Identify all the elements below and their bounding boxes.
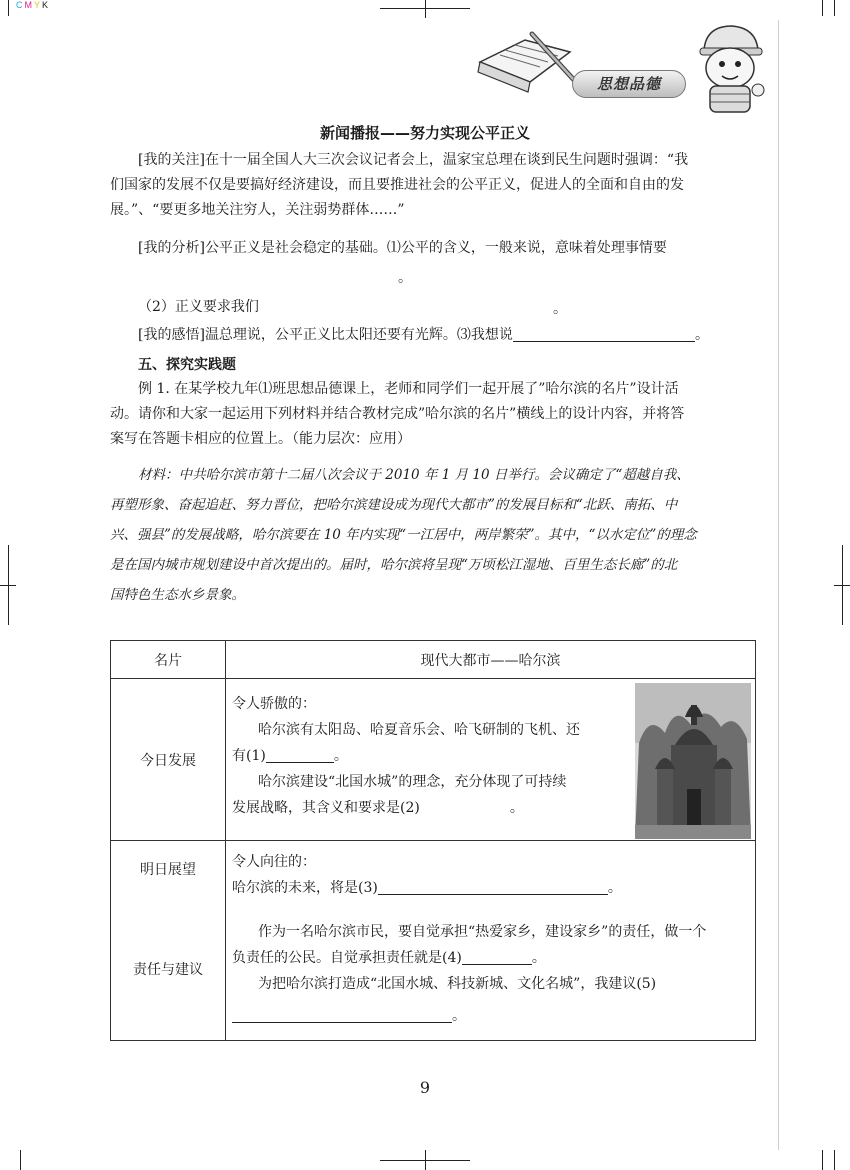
crop-mark xyxy=(834,585,850,586)
focus-line-3: 展。”、“要更多地关注穷人，关注弱势群体……” xyxy=(110,202,405,218)
feel-tag: [我的感悟] xyxy=(138,327,205,343)
row-label-future: 明日展望 xyxy=(140,862,196,878)
focus-tag: [我的关注] xyxy=(138,152,205,168)
analysis-line: [我的分析]公平正义是社会稳定的基础。⑴公平的含义，一般来说，意味着处理事情要 xyxy=(138,240,667,256)
answer-blank[interactable] xyxy=(513,325,695,342)
focus-line-2: 们国家的发展不仅是要搞好经济建设，而且要推进社会的公平正义，促进人的全面和自由的发 xyxy=(110,177,684,193)
page-number: 9 xyxy=(419,1078,431,1097)
answer-blank[interactable] xyxy=(462,948,532,965)
example-paragraph: 例 1. 在某学校九年⑴班思想品德课上，老师和同学们一起开展了”哈尔滨的名片”设计活 动。请你和大家一起运用下列材料并结合教材完成”哈尔滨的名片”横线上的设计内容，并将答 案写在答题卡相应的位置上。（能力层次：应用） xyxy=(110,381,685,447)
crop-mark xyxy=(425,0,426,18)
open-book-with-pen-icon xyxy=(470,22,580,102)
crop-mark xyxy=(778,20,779,1150)
crop-mark xyxy=(8,0,9,16)
row-content-today: 令人骄傲的： 哈尔滨有太阳岛、哈夏音乐会、哈飞研制的飞机、还 有(1) 。 哈尔滨建设“北国水城”的理念，充分体现了可持续 发展战略，其含义和要求是(2) 。 xyxy=(226,679,756,841)
section-heading: 五、探究实践题 xyxy=(138,357,236,373)
analysis-tag: [我的分析] xyxy=(138,240,205,256)
crop-mark xyxy=(834,0,835,16)
crop-mark xyxy=(425,1150,426,1170)
answer-blank[interactable] xyxy=(266,746,334,763)
cartoon-boy-icon xyxy=(686,20,772,116)
city-card-table xyxy=(110,640,756,1041)
cathedral-photo-icon xyxy=(635,683,751,839)
card-header-right: 现代大都市——哈尔滨 xyxy=(226,641,756,679)
focus-paragraph xyxy=(110,148,760,223)
answer-period: 。 xyxy=(553,301,567,317)
crop-mark xyxy=(822,1150,823,1170)
crop-mark xyxy=(0,585,16,586)
crop-mark xyxy=(822,0,823,16)
crop-mark xyxy=(834,1150,835,1170)
row-content-future: 令人向往的： 哈尔滨的未来，将是(3) 。 作为一名哈尔滨市民，要自觉承担“热爱家乡，建设家乡”的责任，做一个 负责任的公民。自觉承担责任就是(4) 。 为把哈尔滨打造成“北国水城、科技新城、文化名城”，我建议(5) 。 xyxy=(226,841,756,1041)
answer-blank[interactable] xyxy=(378,878,608,895)
cmyk-color-bar: CMYK xyxy=(16,0,51,10)
focus-line-1: [我的关注]在十一届全国人大三次会议记者会上，温家宝总理在谈到民生问题时强调：“我 xyxy=(138,152,689,168)
material-paragraph: 材料：中共哈尔滨市第十二届八次会议于 2010 年 1 月 10 日举行。会议确定了“超越自我、 再塑形象、奋起追赶、努力晋位，把哈尔滨建设成为现代大都市”的发展目标和“北跃、南拓、中 兴、强县”的发展战略，哈尔滨要在 10 年内实现“一江居中，两岸繁荣”。其中，“以水定位”的理念 是在国内城市规划建设中首次提出的。届时，哈尔滨将呈现“万顷松江湿地、百里生态长廊”的北 国特色生态水乡景象。 xyxy=(110,467,697,603)
card-header-left: 名片 xyxy=(111,641,226,679)
crop-mark xyxy=(20,1150,21,1170)
feel-line: [我的感悟]温总理说，公平正义比太阳还要有光辉。⑶我想说 。 xyxy=(138,327,709,343)
row-label-future-and-responsibility xyxy=(111,841,226,1041)
row-label-responsibility: 责任与建议 xyxy=(133,962,203,978)
row-label-today: 今日发展 xyxy=(111,679,226,841)
header-banner xyxy=(470,18,790,118)
justice-line: （2）正义要求我们 xyxy=(138,299,259,315)
article-title: 新闻播报——努力实现公平正义 xyxy=(319,124,530,142)
subject-badge: 思想品德 xyxy=(572,70,686,98)
answer-period: 。 xyxy=(398,270,412,286)
answer-blank[interactable] xyxy=(232,1006,452,1023)
